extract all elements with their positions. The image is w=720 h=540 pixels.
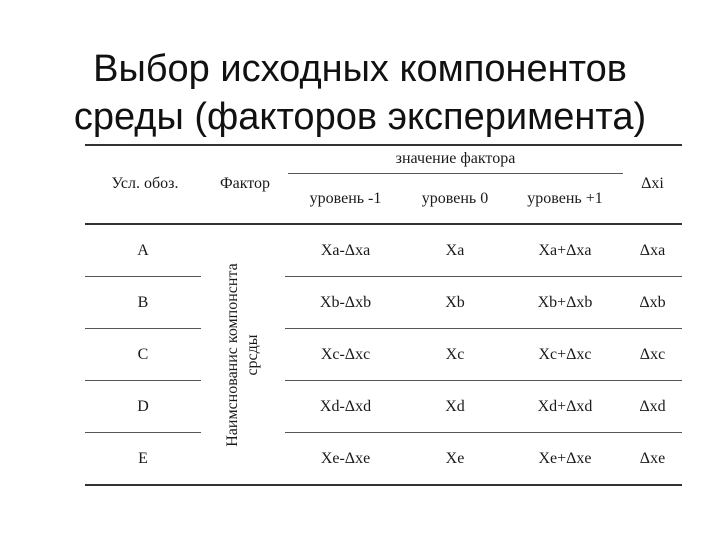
table-row-plus: Xa+Δxa (538, 241, 592, 259)
factor-label-line-2: срсды (244, 333, 262, 376)
table-row-symbol: A (137, 241, 149, 259)
slide-title-line-1: Выбор исходных компонентов (93, 48, 627, 91)
header-value-group: значение фактора (395, 150, 516, 167)
table-bottom-rule (85, 484, 682, 486)
table-row-delta: Δxc (639, 345, 666, 363)
table-row-zero: Xd (445, 397, 465, 415)
table-row-minus: Xc-Δxc (320, 345, 371, 363)
table-row-plus: Xb+Δxb (537, 293, 593, 311)
table-row-delta: Δxb (639, 293, 666, 311)
slide-title (0, 45, 720, 141)
table-row-symbol: C (137, 345, 149, 363)
table-row-symbol: D (137, 397, 149, 415)
factor-label (223, 263, 263, 447)
table-row-symbol: E (138, 449, 148, 467)
table-row-minus: Xd-Δxd (319, 397, 372, 415)
header-level-zero: уровень 0 (421, 189, 489, 207)
table-row-symbol: B (137, 293, 149, 311)
header-symbol: Усл. обоз. (111, 175, 179, 192)
table-row-plus: Xd+Δxd (537, 397, 593, 415)
factors-table (85, 140, 682, 490)
table-row-delta: Δxd (639, 397, 666, 415)
table-row-minus: Xa-Δxa (320, 241, 371, 259)
slide-title-line-2: среды (факторов эксперимента) (73, 96, 647, 139)
table-row-delta: Δxa (639, 241, 666, 259)
header-delta: Δxi (641, 175, 664, 192)
table-row-plus: Xc+Δxc (538, 345, 592, 363)
header-level-plus: уровень +1 (527, 189, 603, 207)
table-row-delta: Δxe (639, 449, 666, 467)
header-level-minus: уровень -1 (309, 189, 382, 207)
header-factor: Фактор (219, 175, 271, 192)
table-row-zero: Xe (445, 449, 465, 467)
table-row-minus: Xb-Δxb (319, 293, 372, 311)
table-row-minus: Xe-Δxe (320, 449, 371, 467)
factor-label-cell (201, 225, 285, 484)
table-row-zero: Xb (445, 293, 465, 311)
table-row-zero: Xc (445, 345, 465, 363)
table-row-zero: Xa (445, 241, 465, 259)
factor-label-line-1: Наимснованис компонснта (224, 262, 242, 447)
table-row-plus: Xe+Δxe (538, 449, 592, 467)
